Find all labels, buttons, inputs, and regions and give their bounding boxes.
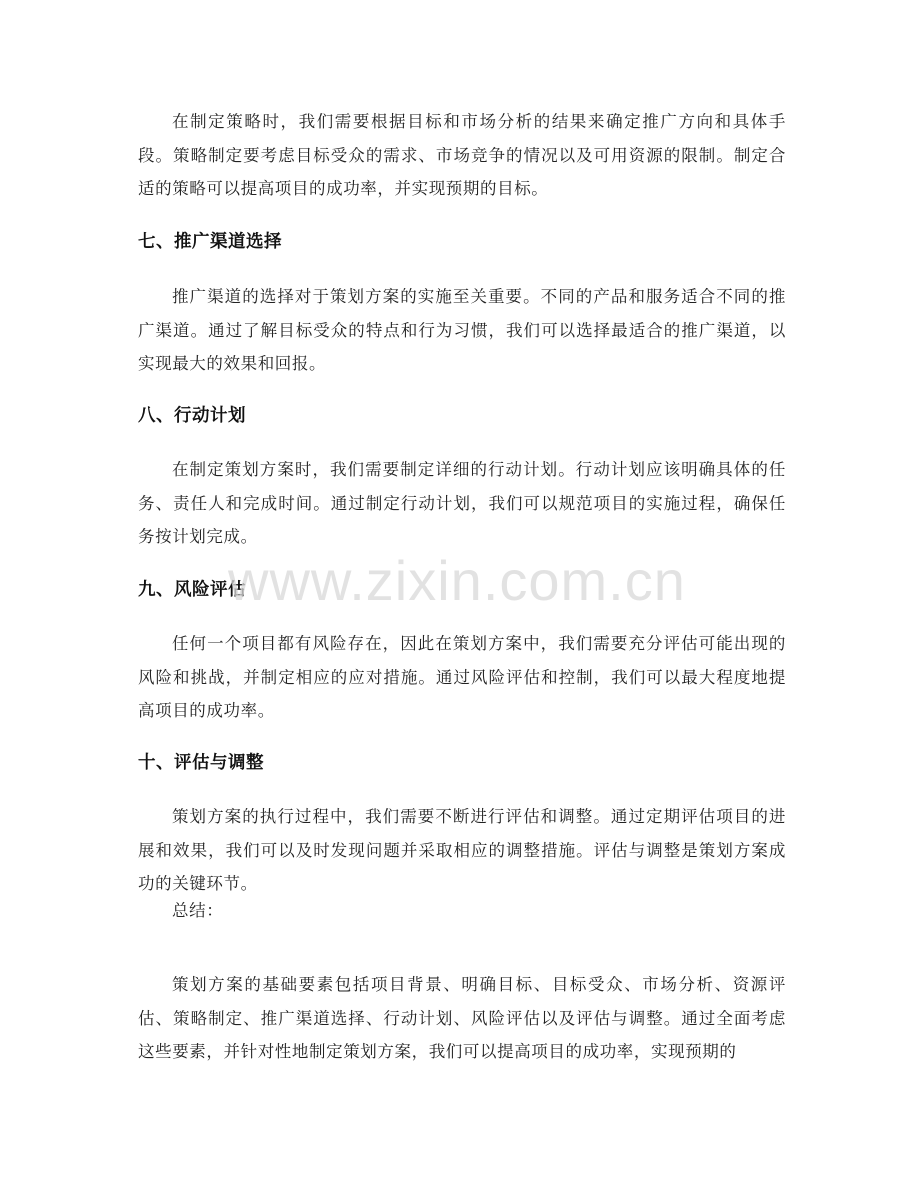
watermark: www.zixin.com.cn: [228, 549, 686, 612]
summary-paragraph: 策划方案的基础要素包括项目背景、明确目标、目标受众、市场分析、资源评估、策略制定、推广渠道选择、行动计划、风险评估以及评估与调整。通过全面考虑这些要素，并针对性地制定策划方案，我们可以提高项目的成功率，实现预期的: [138, 975, 786, 1061]
section-heading-action-plan: 八、行动计划: [138, 406, 246, 426]
summary-label: 总结：: [172, 901, 224, 920]
section-body-risk: 任何一个项目都有风险存在，因此在策划方案中，我们需要充分评估可能出现的风险和挑战，并制定相应的应对措施。通过风险评估和控制，我们可以最大程度地提高项目的成功率。: [138, 634, 786, 720]
section-body-channels: 推广渠道的选择对于策划方案的实施至关重要。不同的产品和服务适合不同的推广渠道。通过了解目标受众的特点和行为习惯，我们可以选择最适合的推广渠道，以实现最大的效果和回报。: [138, 287, 786, 373]
section-heading-channels: 七、推广渠道选择: [138, 232, 282, 252]
section-heading-evaluation: 十、评估与调整: [138, 753, 264, 773]
section-body-action-plan: 在制定策划方案时，我们需要制定详细的行动计划。行动计划应该明确具体的任务、责任人和完成时间。通过制定行动计划，我们可以规范项目的实施过程，确保任务按计划完成。: [138, 460, 786, 546]
section-body-evaluation: 策划方案的执行过程中，我们需要不断进行评估和调整。通过定期评估项目的进展和效果，我们可以及时发现问题并采取相应的调整措施。评估与调整是策划方案成功的关键环节。: [138, 807, 786, 893]
intro-paragraph: 在制定策略时，我们需要根据目标和市场分析的结果来确定推广方向和具体手段。策略制定要考虑目标受众的需求、市场竞争的情况以及可用资源的限制。制定合适的策略可以提高项目的成功率，并实现预期的目标。: [138, 112, 786, 198]
section-heading-risk: 九、风险评估: [138, 580, 246, 600]
